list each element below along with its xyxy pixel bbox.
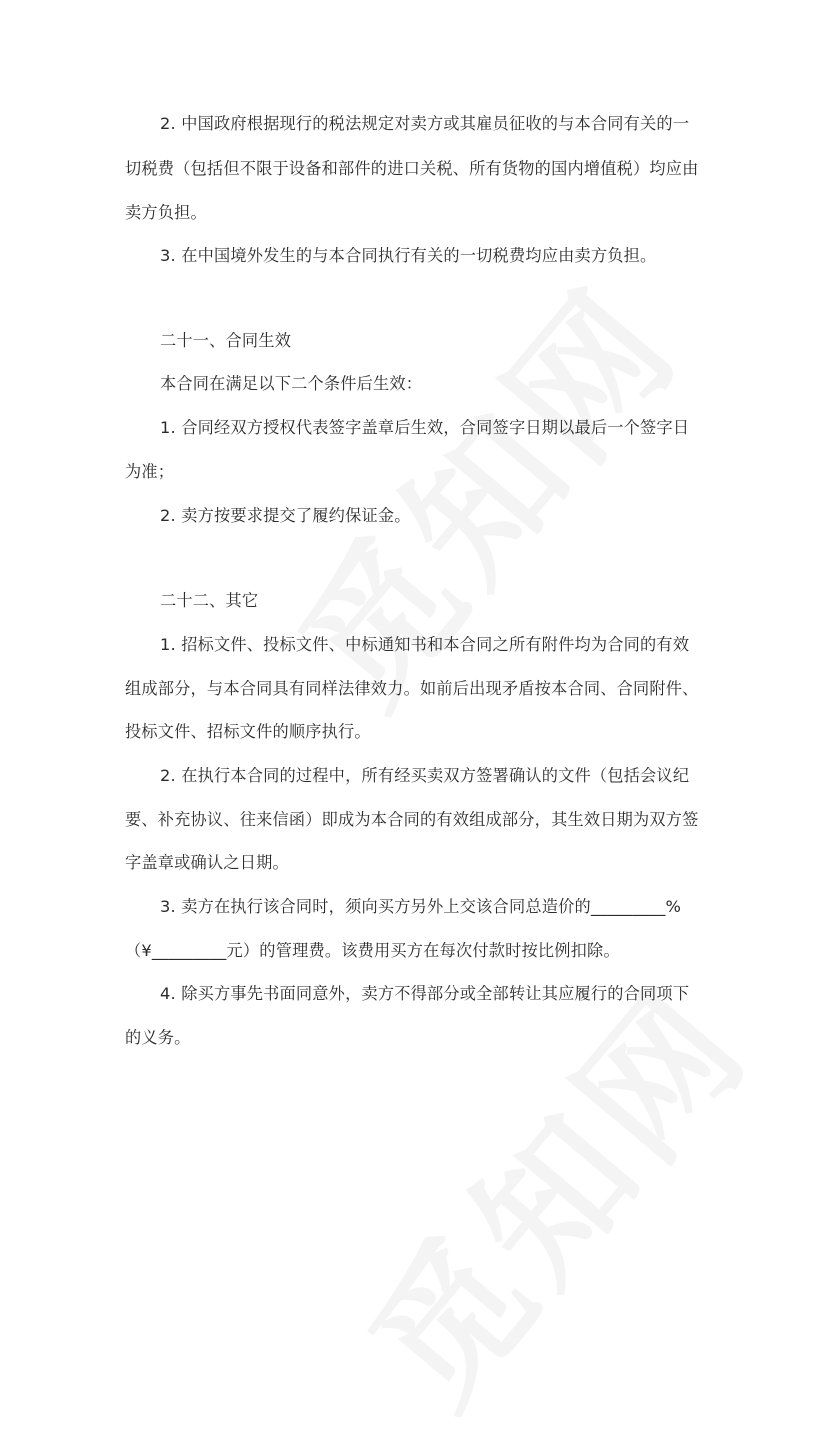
other-clause-1-line-2: 组成部分，与本合同具有同样法律效力。如前后出现矛盾按本合同、合同附件、 — [125, 679, 699, 698]
tax-clause-2-line-3: 卖方负担。 — [125, 203, 207, 222]
other-clause-4-line-1: 4. 除买方事先书面同意外，卖方不得部分或全部转让其应履行的合同项下 — [160, 984, 690, 1003]
tax-clause-2-line-1: 2. 中国政府根据现行的税法规定对卖方或其雇员征收的与本合同有关的一 — [160, 114, 690, 133]
other-clause-2-line-1: 2. 在执行本合同的过程中，所有经买卖双方签署确认的文件（包括会议纪 — [160, 766, 690, 785]
effectiveness-clause-1-line-2: 为准； — [125, 462, 175, 481]
other-clause-3-line-2: （¥_________元）的管理费。该费用买方在每次付款时按比例扣除。 — [125, 941, 620, 960]
other-clause-3-line-1: 3. 卖方在执行该合同时，须向买方另外上交该合同总造价的_________% — [160, 897, 682, 916]
section-heading-effectiveness: 二十一、合同生效 — [160, 331, 292, 350]
other-clause-2-line-2: 要、补充协议、往来信函）即成为本合同的有效组成部分，其生效日期为双方签 — [125, 810, 699, 829]
tax-clause-2-line-2: 切税费（包括但不限于设备和部件的进口关税、所有货物的国内增值税）均应由 — [125, 159, 699, 178]
effectiveness-clause-1-line-1: 1. 合同经双方授权代表签字盖章后生效，合同签字日期以最后一个签字日 — [160, 418, 690, 437]
watermark — [243, 235, 717, 742]
tax-clause-3: 3. 在中国境外发生的与本合同执行有关的一切税费均应由卖方负担。 — [160, 246, 657, 265]
effectiveness-intro: 本合同在满足以下二个条件后生效： — [160, 374, 423, 393]
other-clause-1-line-3: 投标文件、招标文件的顺序执行。 — [125, 722, 371, 741]
other-clause-1-line-1: 1. 招标文件、投标文件、中标通知书和本合同之所有附件均为合同的有效 — [160, 635, 690, 654]
effectiveness-clause-2: 2. 卖方按要求提交了履约保证金。 — [160, 506, 411, 525]
other-clause-2-line-3: 字盖章或确认之日期。 — [125, 853, 289, 872]
watermark — [313, 935, 787, 1441]
other-clause-4-line-2: 的义务。 — [125, 1028, 191, 1047]
section-heading-other: 二十二、其它 — [160, 591, 259, 610]
